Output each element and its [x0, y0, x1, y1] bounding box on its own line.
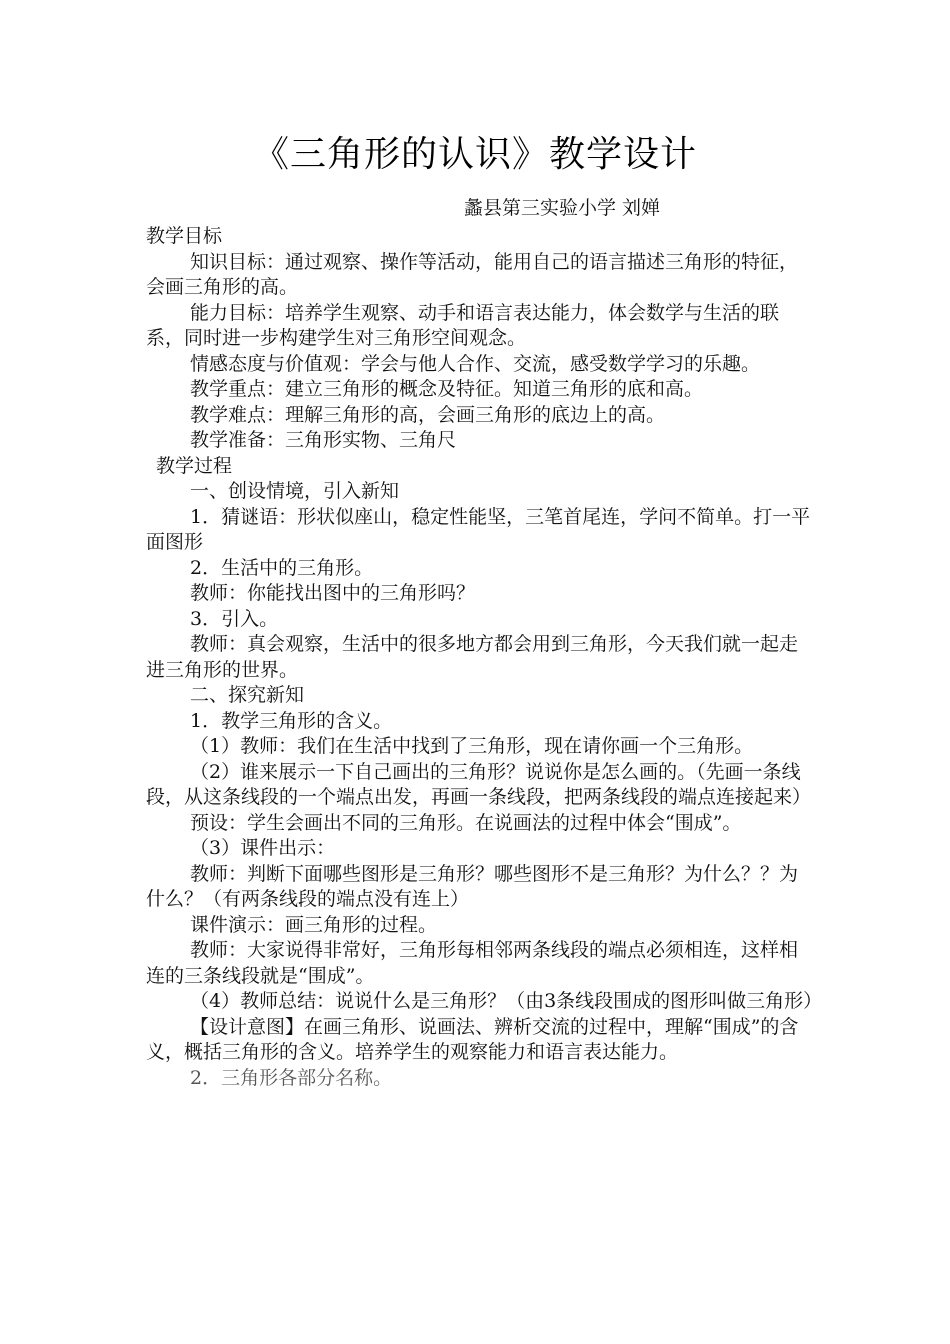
paragraph: （3）课件出示：: [190, 837, 336, 859]
paragraph: （2）谁来展示一下自己画出的三角形？说说你是怎么画的。（先画一条线段，从这条线段的一个端点出发，再画一条线段，把两条线段的端点连接起来）: [146, 760, 812, 808]
section-heading: 教学过程: [156, 454, 233, 477]
paragraph: 二、探究新知: [190, 684, 305, 706]
paragraph: 教学目标: [146, 225, 223, 247]
paragraph: 预设：学生会画出不同的三角形。在说画法的过程中体会“围成”。: [190, 811, 742, 834]
paragraph: 1．教学三角形的含义。: [190, 709, 393, 732]
paragraph: 情感态度与价值观：学会与他人合作、交流，感受数学学习的乐趣。: [190, 352, 761, 375]
paragraph: 课件演示：画三角形的过程。: [190, 913, 438, 936]
author-line: 蠡县第三实验小学 刘婵: [464, 197, 661, 219]
document-body: [146, 224, 823, 1091]
paragraph: 3．引入。: [190, 607, 279, 630]
paragraph: 2．生活中的三角形。: [190, 556, 374, 579]
paragraph: （4）教师总结：说说什么是三角形？（由3条线段围成的图形叫做三角形）: [190, 990, 823, 1012]
paragraph: 教师：大家说得非常好，三角形每相邻两条线段的端点必须相连，这样相连的三条线段就是“围成”。: [146, 939, 799, 987]
paragraph: 2．三角形各部分名称。: [190, 1066, 393, 1089]
paragraph: 教学难点：理解三角形的高，会画三角形的底边上的高。: [190, 403, 666, 426]
paragraph: 教师：真会观察，生活中的很多地方都会用到三角形，今天我们就一起走进三角形的世界。: [146, 633, 799, 681]
paragraph: 知识目标：通过观察、操作等活动，能用自己的语言描述三角形的特征，会画三角形的高。: [146, 250, 799, 298]
paragraph: 一、创设情境，引入新知: [190, 480, 400, 502]
design-intent-paragraph: 【设计意图】在画三角形、说画法、辨析交流的过程中，理解“围成”的含义，概括三角形的含义。培养学生的观察能力和语言表达能力。: [146, 1015, 799, 1063]
paragraph: 能力目标：培养学生观察、动手和语言表达能力，体会数学与生活的联系，同时进一步构建学生对三角形空间观念。: [146, 301, 780, 349]
paragraph: 教师：你能找出图中的三角形吗？: [190, 582, 476, 604]
paragraph: 教师：判断下面哪些图形是三角形？哪些图形不是三角形？为什么？？为什么？（有两条线段的端点没有连上）: [146, 862, 799, 910]
document-title: 《三角形的认识》教学设计: [252, 134, 697, 175]
paragraph: 教学重点：建立三角形的概念及特征。知道三角形的底和高。: [190, 378, 704, 400]
paragraph: 1．猜谜语：形状似座山，稳定性能坚，三笔首尾连，学问不简单。打一平面图形: [146, 505, 811, 553]
paragraph: （1）教师：我们在生活中找到了三角形，现在请你画一个三角形。: [190, 735, 754, 757]
paragraph: 教学准备：三角形实物、三角尺: [190, 429, 457, 451]
